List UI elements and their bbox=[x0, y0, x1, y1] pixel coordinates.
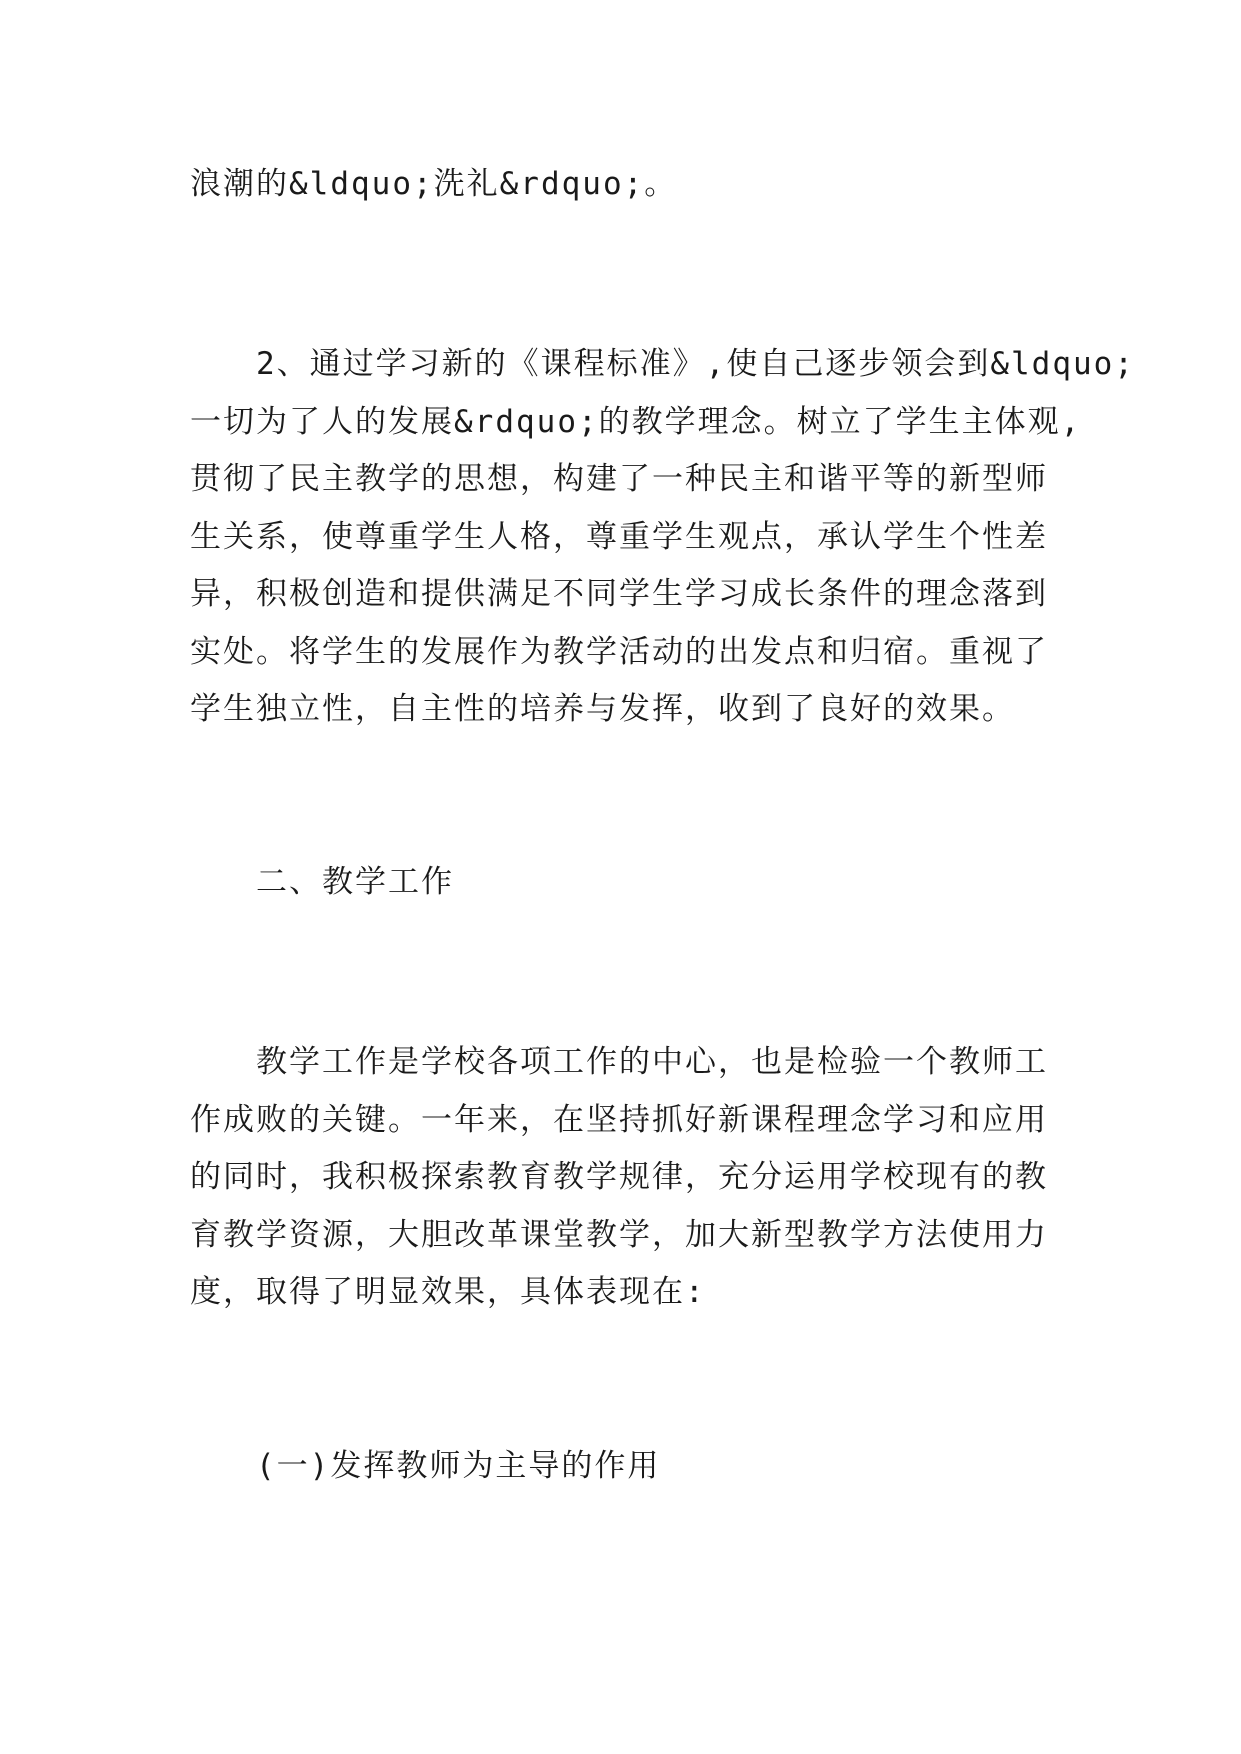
text-line: 学生独立性，自主性的培养与发挥，收到了良好的效果。 bbox=[190, 691, 1015, 727]
text-line: 一切为了人的发展&rdquo;的教学理念。树立了学生主体观, bbox=[190, 403, 1082, 440]
text-line: 育教学资源，大胆改革课堂教学，加大新型教学方法使用力 bbox=[190, 1216, 1048, 1253]
subsection-heading bbox=[190, 1438, 1060, 1496]
text-line: 实处。将学生的发展作为教学活动的出发点和归宿。重视了 bbox=[190, 633, 1048, 670]
text-line: 作成败的关键。一年来，在坚持抓好新课程理念学习和应用 bbox=[190, 1101, 1048, 1138]
text-line: 生关系，使尊重学生人格，尊重学生观点，承认学生个性差 bbox=[190, 518, 1048, 555]
text-line: 度，取得了明显效果，具体表现在: bbox=[190, 1274, 706, 1310]
paragraph-learning-standards bbox=[190, 336, 1135, 739]
heading-text: 二、教学工作 bbox=[256, 864, 454, 900]
text-line: 2、通过学习新的《课程标准》,使自己逐步领会到&ldquo; bbox=[256, 346, 1135, 382]
text-line: 异，积极创造和提供满足不同学生学习成长条件的理念落到 bbox=[190, 576, 1048, 612]
paragraph-continuation bbox=[190, 156, 1060, 214]
paragraph-teaching-work bbox=[190, 1034, 1060, 1322]
text-line: 浪潮的&ldquo;洗礼&rdquo;。 bbox=[190, 166, 678, 202]
text-line: 的同时，我积极探索教育教学规律，充分运用学校现有的教 bbox=[190, 1159, 1048, 1195]
text-line: 贯彻了民主教学的思想，构建了一种民主和谐平等的新型师 bbox=[190, 461, 1048, 497]
section-heading bbox=[190, 854, 1060, 912]
text-line: 教学工作是学校各项工作的中心，也是检验一个教师工 bbox=[256, 1044, 1048, 1080]
subheading-text: (一)发挥教师为主导的作用 bbox=[256, 1448, 661, 1484]
